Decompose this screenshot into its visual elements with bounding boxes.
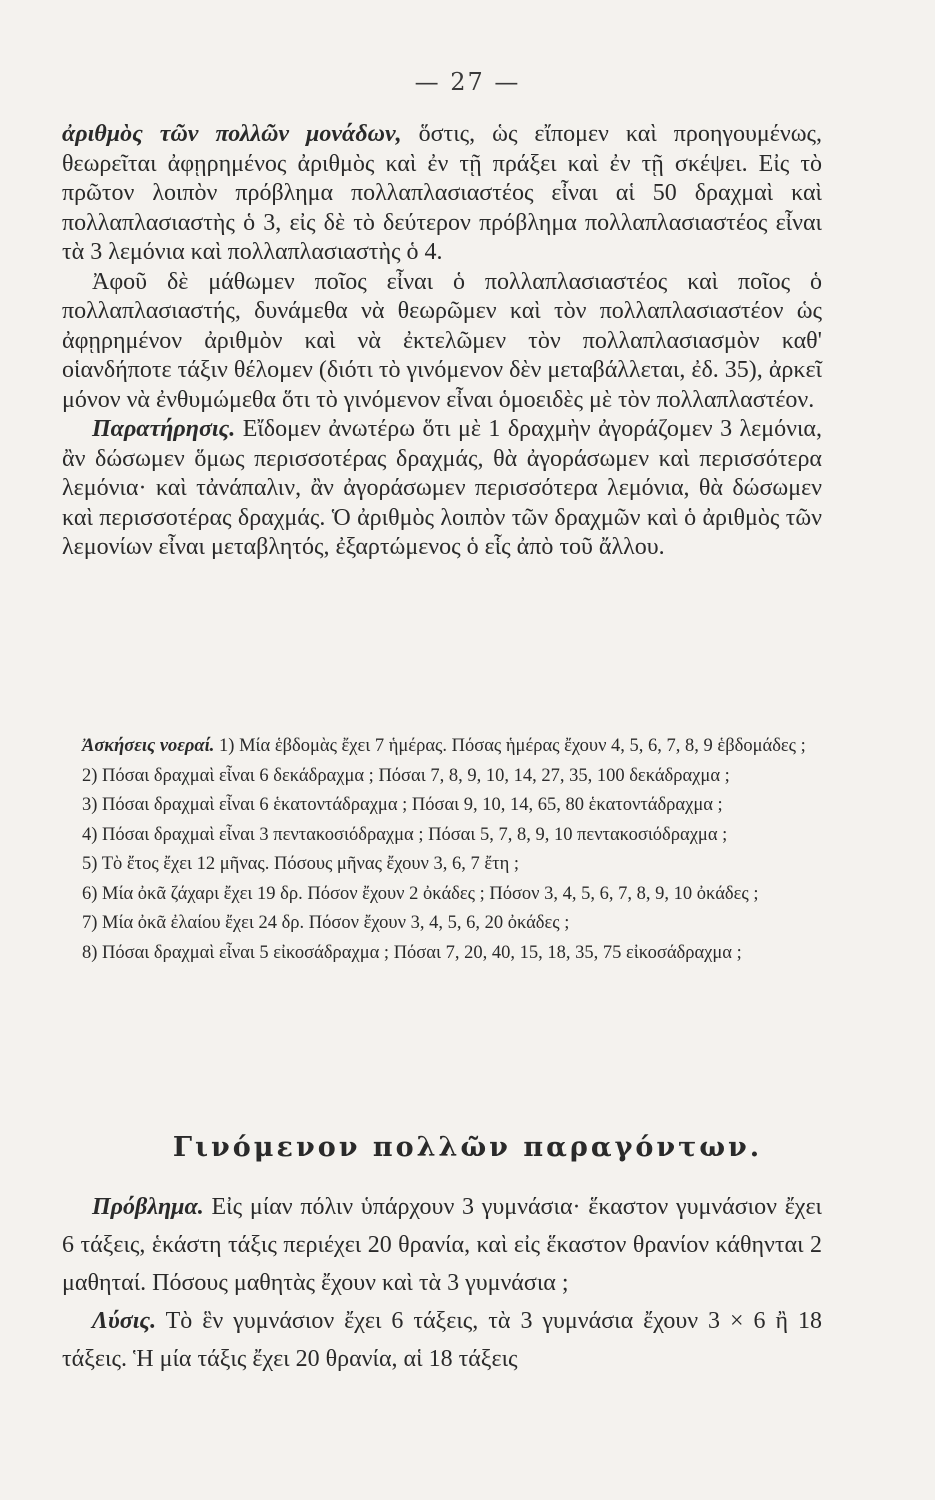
solution-text: Τὸ ἓν γυμνάσιον ἔχει 6 τάξεις, τὰ 3 γυμνάσια ἔχουν 3 × 6 ἢ 18 τάξεις. Ἡ μία τάξις ἔχει 20 θρανία, αἱ 18 τάξεις <box>62 1308 822 1372</box>
term-observation: Παρατήρησις. <box>92 416 236 442</box>
exercise-8: 8) Πόσαι δραχμαὶ εἶναι 5 εἰκοσάδραχμα ; Πόσαι 7, 20, 40, 15, 18, 35, 75 εἰκοσάδραχμα ; <box>82 942 742 963</box>
main-text <box>62 120 822 563</box>
paragraph-1-text: ὅστις, ὡς εἴπομεν καὶ προηγουμένως, θεωρεῖται ἀφῃρημένος ἀριθμὸς καὶ ἐν τῇ πράξει καὶ ἐν τῇ σκέψει. Εἰς τὸ πρῶτον λοιπὸν πρόβλημα πολλαπλασιαστέος εἶναι αἱ 50 δραχμαὶ καὶ πολλαπλασιαστὴς ὁ 3, εἰς δὲ τὸ δεύτερον πρόβλημα πολλαπλασιαστέος εἶναι τὰ 3 λεμόνια καὶ πολλαπλασιαστὴς ὁ 4. <box>62 121 822 265</box>
paragraph-3-text: Εἴδομεν ἀνωτέρω ὅτι μὲ 1 δραχμὴν ἀγοράζομεν 3 λεμόνια, ἂν δώσωμεν ὅμως περισσοτέρας δραχμάς, θὰ ἀγοράσωμεν καὶ περισσότερα λεμόνια· καὶ τἀνάπαλιν, ἂν ἀγοράσωμεν περισσότερα λεμόνια, θὰ δώσωμεν καὶ περισσοτέρας δραχμάς. Ὁ ἀριθμὸς λοιπὸν τῶν δραχμῶν καὶ ὁ ἀριθμὸς τῶν λεμονίων εἶναι μεταβλητός, ἐξαρτώμενος ὁ εἷς ἀπὸ τοῦ ἄλλου. <box>62 416 822 560</box>
exercise-7: 7) Μία ὀκᾶ ἐλαίου ἔχει 24 δρ. Πόσον ἔχουν 3, 4, 5, 6, 20 ὀκάδες ; <box>82 913 570 933</box>
paragraph-3 <box>62 415 822 563</box>
exercise-2: 2) Πόσαι δραχμαὶ εἶναι 6 δεκάδραχμα ; Πόσαι 7, 8, 9, 10, 14, 27, 35, 100 δεκάδραχμα ; <box>82 765 730 786</box>
term-numbers-of-many-units: ἀριθμὸς τῶν πολλῶν μονάδων, <box>62 121 402 147</box>
page-number: — 27 — <box>414 68 521 96</box>
problem-paragraph <box>62 1188 822 1302</box>
paragraph-2: Ἀφοῦ δὲ μάθωμεν ποῖος εἶναι ὁ πολλαπλασιαστέος καὶ ποῖος ὁ πολλαπλασιαστής, δυνάμεθα νὰ θεωρῶμεν καὶ τὸν πολλαπλασιαστέον ὡς ἀφῃρημένον ἀριθμὸν καὶ νὰ ἐκτελῶμεν τὸν πολλαπλασιασμὸν καθ' οἱανδήποτε τάξιν θέλομεν (διότι τὸ γινόμενον δὲν μεταβάλλεται, ἐδ. 35), ἀρκεῖ μόνον νὰ ἐνθυμώμεθα ὅτι τὸ γινόμενον εἶναι ὁμοειδὲς μὲ τὸν πολλαπλαστέον. <box>62 268 822 413</box>
term-solution: Λύσις. <box>92 1308 157 1334</box>
problem-text: Εἰς μίαν πόλιν ὑπάρχουν 3 γυμνάσια· ἕκαστον γυμνάσιον ἔχει 6 τάξεις, ἑκάστη τάξις περιέχει 20 θρανία, καὶ εἰς ἕκαστον θρανίον κάθηνται 2 μαθηταί. Πόσους μαθητὰς ἔχουν καὶ τὰ 3 γυμνάσια ; <box>62 1194 822 1296</box>
section-heading: Γινόμενον πολλῶν παραγόντων. <box>172 1132 763 1163</box>
problem-block <box>62 1188 822 1378</box>
term-problem: Πρόβλημα. <box>92 1194 204 1220</box>
exercise-6: 6) Μία ὀκᾶ ζάχαρι ἔχει 19 δρ. Πόσον ἔχουν 2 ὀκάδες ; Πόσον 3, 4, 5, 6, 7, 8, 9, 10 ὀκάδες ; <box>82 883 759 904</box>
exercise-3: 3) Πόσαι δραχμαὶ εἶναι 6 ἑκατοντάδραχμα ; Πόσαι 9, 10, 14, 65, 80 ἑκατοντάδραχμα ; <box>82 795 723 815</box>
paragraph-1 <box>62 120 822 268</box>
exercises-heading: Ἀσκήσεις νοεραί. <box>82 736 215 756</box>
exercise-4: 4) Πόσαι δραχμαὶ εἶναι 3 πεντακοσιόδραχμα ; Πόσαι 5, 7, 8, 9, 10 πεντακοσιόδραχμα ; <box>82 824 728 845</box>
solution-paragraph <box>62 1302 822 1378</box>
exercise-1-text: 1) Μία ἑβδομὰς ἔχει 7 ἡμέρας. Πόσας ἡμέρας ἔχουν 4, 5, 6, 7, 8, 9 ἑβδομάδες ; <box>214 736 806 756</box>
exercise-1 <box>62 732 822 762</box>
exercise-5: 5) Τὸ ἔτος ἔχει 12 μῆνας. Πόσους μῆνας ἔχουν 3, 6, 7 ἔτη ; <box>82 854 520 874</box>
mental-exercises <box>62 732 822 968</box>
